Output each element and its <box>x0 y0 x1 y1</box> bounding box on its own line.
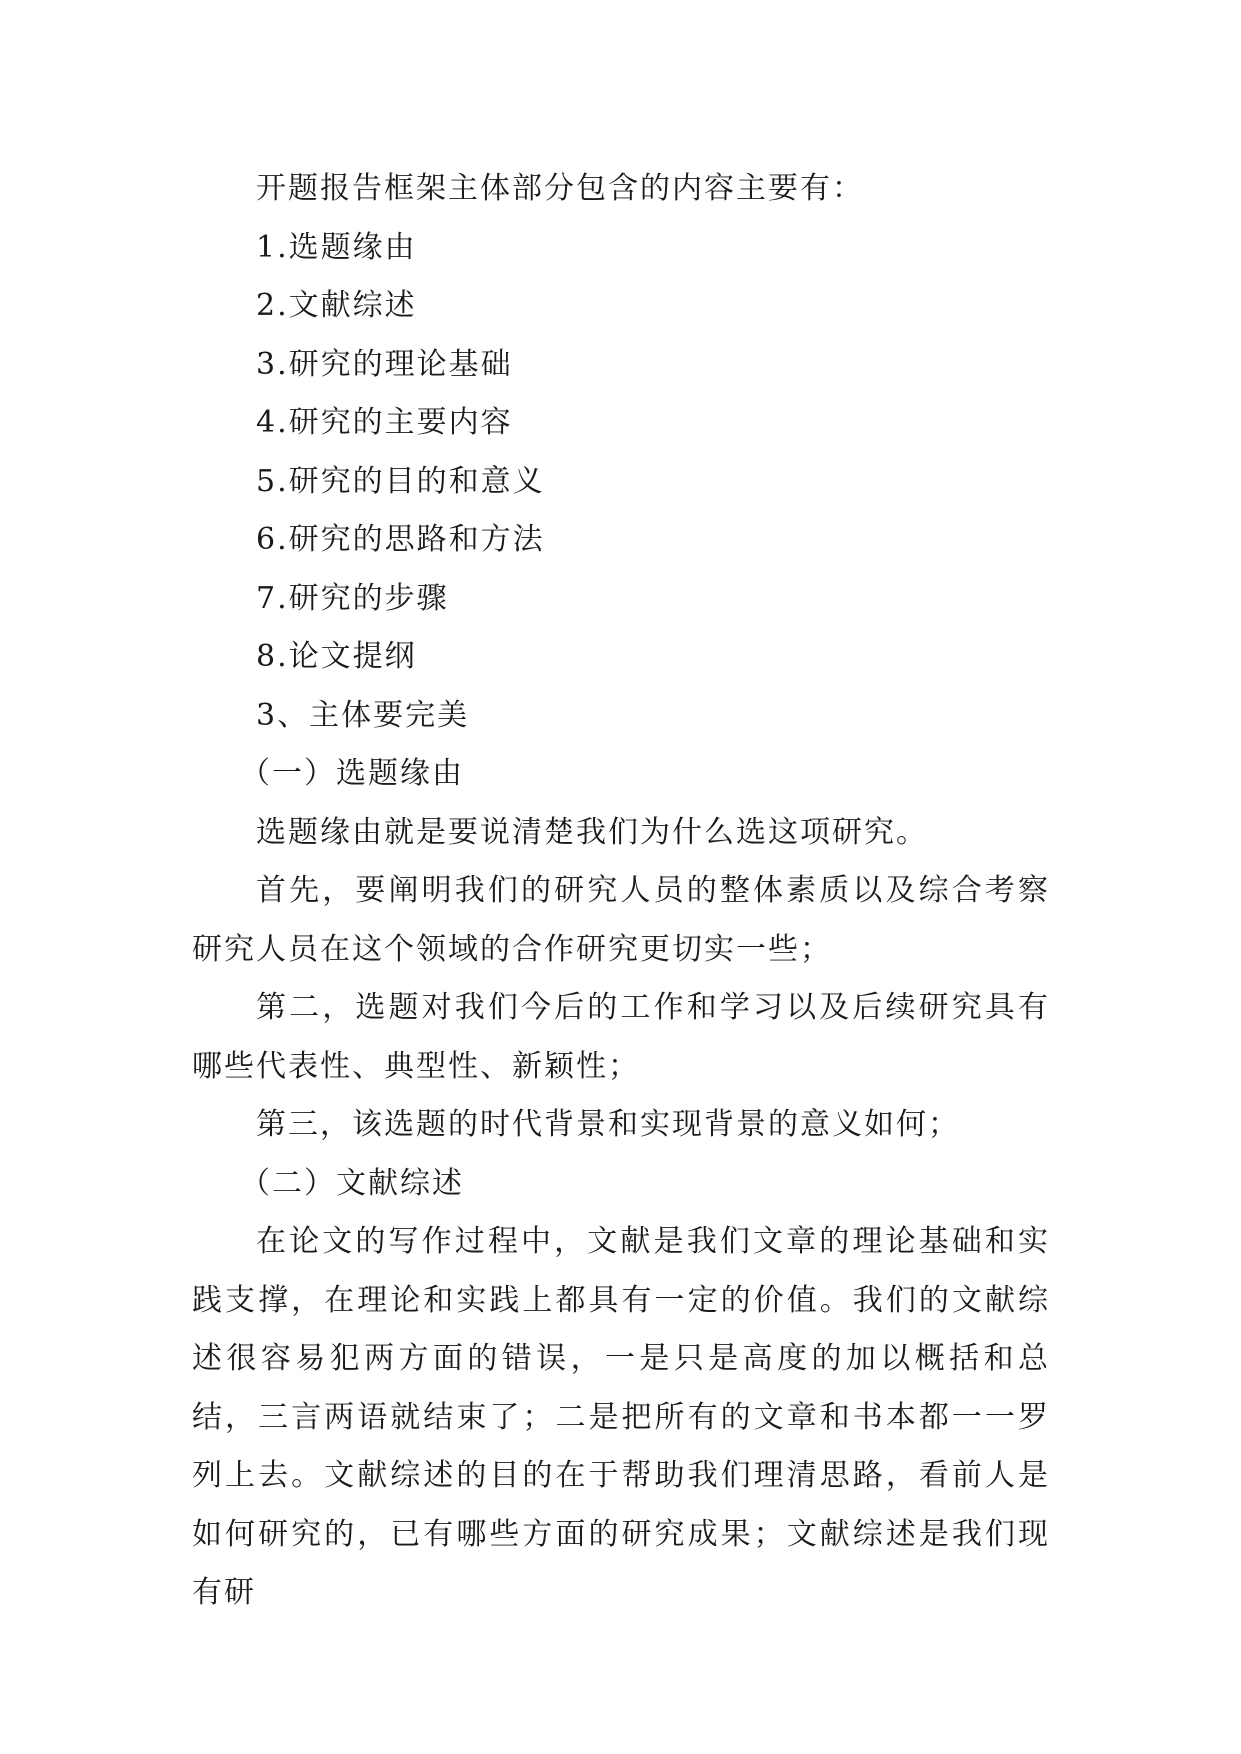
outline-item-3: 3.研究的理论基础 <box>256 346 513 382</box>
subsection-1-paragraph-2: 首先，要阐明我们的研究人员的整体素质以及综合考察研究人员在这个领域的合作研究更切实一些； <box>192 873 1050 967</box>
outline-item-4: 4.研究的主要内容 <box>256 405 513 440</box>
subsection-1-heading: （一）选题缘由 <box>240 756 464 791</box>
outline-item-5: 5.研究的目的和意义 <box>256 463 545 499</box>
subsection-1-paragraph-4: 第三，该选题的时代背景和实现背景的意义如何； <box>256 1107 960 1142</box>
outline-item-1: 1.选题缘由 <box>256 229 417 265</box>
subsection-2-heading: （二）文献综述 <box>240 1165 464 1201</box>
intro-line: 开题报告框架主体部分包含的内容主要有： <box>256 171 864 206</box>
outline-item-2: 2.文献综述 <box>256 288 417 323</box>
outline-item-6: 6.研究的思路和方法 <box>256 522 545 557</box>
outline-item-8: 8.论文提纲 <box>256 639 417 674</box>
document-body <box>192 160 1050 1623</box>
subsection-2-paragraph-1: 在论文的写作过程中，文献是我们文章的理论基础和实践支撑，在理论和实践上都具有一定的价值。我们的文献综述很容易犯两方面的错误，一是只是高度的加以概括和总结，三言两语就结束了；二是把所有的文章和书本都一一罗列上去。文献综述的目的在于帮助我们理清思路，看前人是如何研究的，已有哪些方面的研究成果；文献综述是我们现有研 <box>192 1224 1050 1610</box>
outline-item-7: 7.研究的步骤 <box>256 580 449 616</box>
subsection-1-paragraph-3: 第二，选题对我们今后的工作和学习以及后续研究具有哪些代表性、典型性、新颖性； <box>192 990 1050 1084</box>
subsection-1-paragraph-1: 选题缘由就是要说清楚我们为什么选这项研究。 <box>256 814 928 850</box>
section-3-heading: 3、主体要完美 <box>256 697 470 733</box>
